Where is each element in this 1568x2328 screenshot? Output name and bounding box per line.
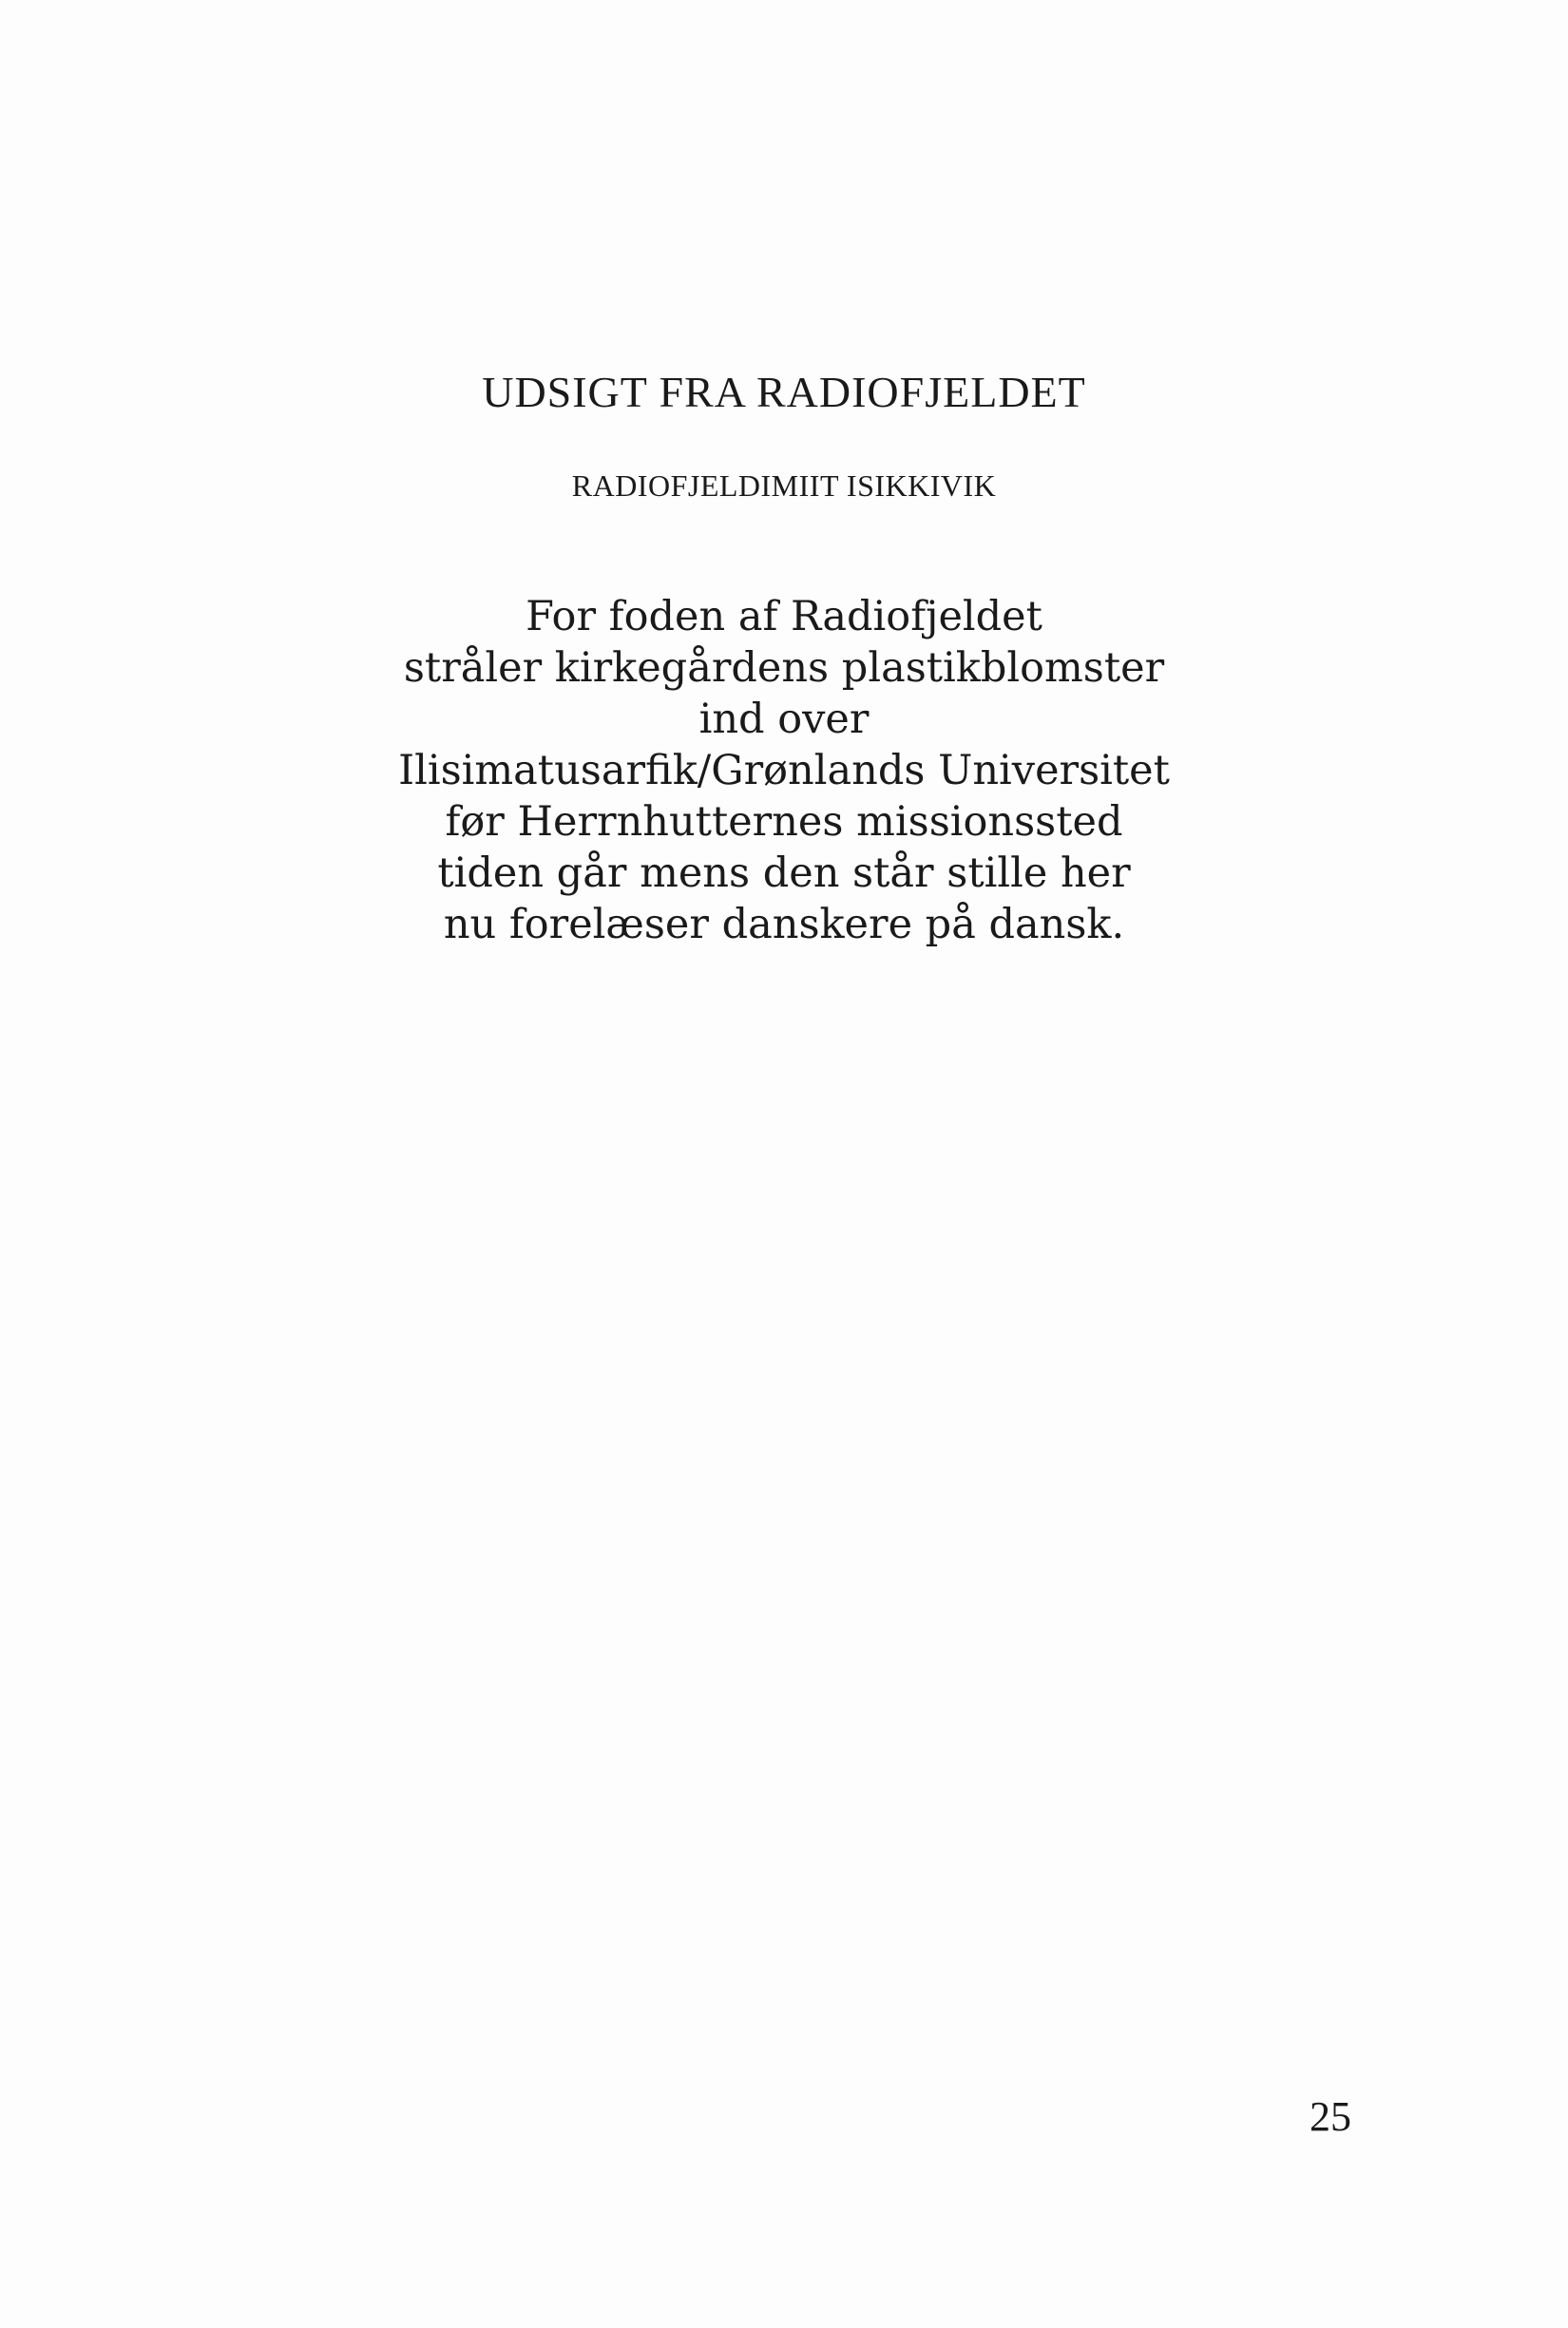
poem-line: For foden af Radiofjeldet: [526, 593, 1042, 640]
poem-line: nu forelæser danskere på dansk.: [443, 901, 1125, 948]
poem-line: ind over: [698, 696, 870, 743]
poem-title: UDSIGT FRA RADIOFJELDET: [482, 368, 1086, 416]
page-number: 25: [1310, 2093, 1351, 2140]
poem-body: [0, 591, 1568, 950]
poem-line: stråler kirkegårdens plastikblomster: [403, 644, 1165, 692]
poem-line: tiden går mens den står stille her: [437, 849, 1131, 897]
poem-line: før Herrnhutternes missionssted: [445, 798, 1123, 846]
poem-subtitle: RADIOFJELDIMIIT ISIKKIVIK: [571, 468, 997, 503]
poem-line: Ilisimatusarfik/Grønlands Universitet: [398, 747, 1170, 794]
